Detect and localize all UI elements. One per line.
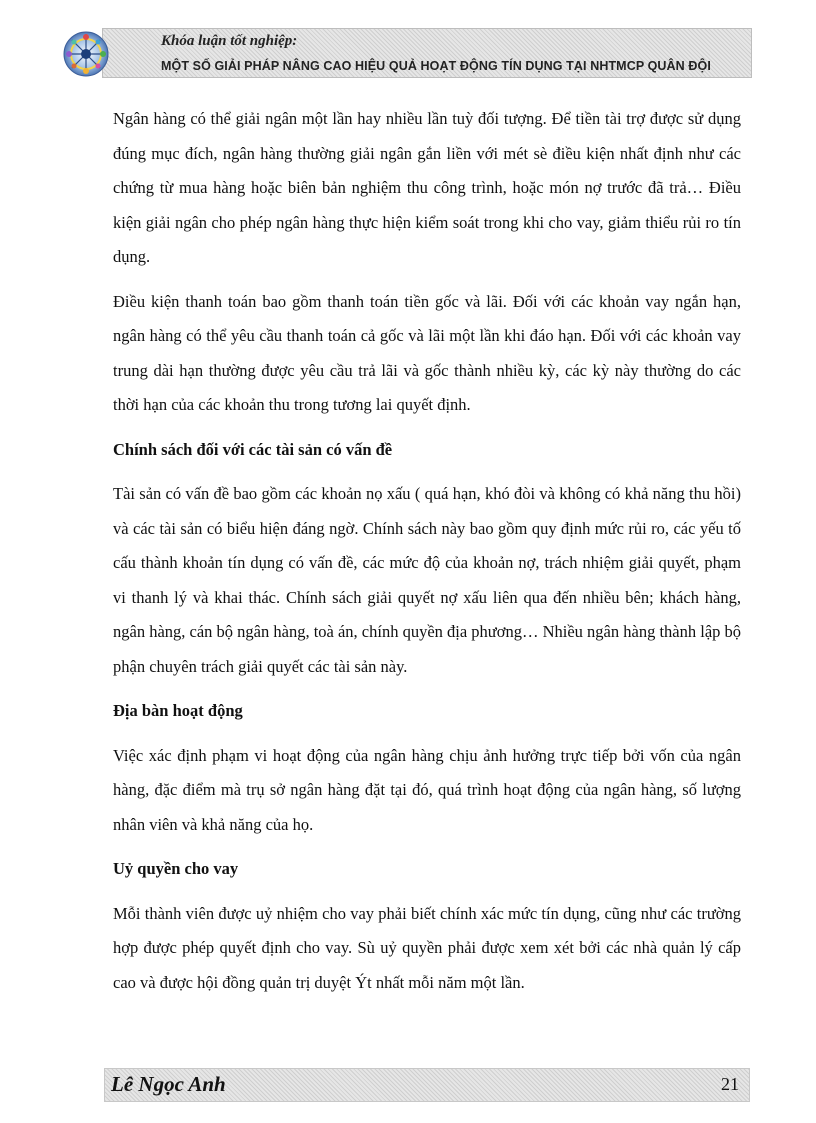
paragraph-lending-authority: Mỗi thành viên được uỷ nhiệm cho vay phải biết chính xác mức tín dụng, cũng như các trường hợp được phép quyết định cho vay. Sù uỷ quyền phải được xem xét bởi các nhà quản lý cấp cao và được hội đồng quản trị duyệt Ýt nhất mỗi năm một lần. — [113, 903, 741, 992]
page-number: 21 — [721, 1074, 739, 1094]
paragraph-disbursement: Ngân hàng có thể giải ngân một lần hay nhiều lần tuỳ đối tượng. Để tiền tài trợ được sử dụng đúng mục đích, ngân hàng thường giải ngân gắn liền với mét sè điều kiện nhất định như các chứng từ mua hàng hoặc biên bản nghiệm thu công trình, hoặc món nợ trước đã trả… Điều kiện giải ngân cho phép ngân hàng thực hiện kiểm soát trong khi cho vay, giảm thiểu rủi ro tín dụng. — [113, 109, 741, 266]
heading-lending-authority: Uỷ quyền cho vay — [113, 859, 239, 878]
footer-author: Lê Ngọc Anh — [111, 1072, 226, 1096]
heading-problem-assets: Chính sách đối với các tài sản có vấn đề — [113, 439, 393, 459]
page-header — [62, 26, 752, 82]
paragraph-problem-assets: Tài sản có vấn đề bao gồm các khoản nọ xấu ( quá hạn, khó đòi và không có khả năng thu hồi) và các tài sản có biểu hiện đáng ngờ. Chính sách này bao gồm quy định mức rủi ro, các yếu tố cấu thành khoản tín dụng có vấn đề, các mức độ của khoản nợ, trách nhiệm giải quyết, phạm vi thanh lý và khai thác. Chính sách giải quyết nợ xấu liên qua đến nhiều bên; khách hàng, ngân hàng, cán bộ ngân hàng, toà án, chính quyền địa phương… Nhiều ngân hàng thành lập bộ phận chuyên trách giải quyết các tài sản này. — [113, 484, 742, 676]
heading-operating-area: Địa bàn hoạt động — [113, 701, 243, 720]
header-subtitle: MỘT SỐ GIẢI PHÁP NÂNG CAO HIỆU QUẢ HOẠT ĐỘNG TÍN DỤNG TẠI NHTMCP QUÂN ĐỘI — [161, 59, 711, 73]
page-footer — [104, 1068, 750, 1102]
header-bar — [102, 28, 752, 78]
paragraph-payment-terms: Điều kiện thanh toán bao gồm thanh toán tiền gốc và lãi. Đối với các khoản vay ngắn hạn, ngân hàng có thể yêu cầu thanh toán cả gốc và lãi một lần khi đáo hạn. Đối với các khoản vay trung dài hạn thường được yêu cầu trả lãi và gốc thành nhiều kỳ, các kỳ này thường do các thời hạn của các khoản thu trong tương lai quyết định. — [113, 291, 741, 414]
wheel-logo-icon — [62, 30, 110, 78]
header-title: Khóa luận tốt nghiệp: — [161, 33, 298, 49]
document-body — [113, 102, 741, 1010]
paragraph-operating-area: Việc xác định phạm vi hoạt động của ngân hàng chịu ảnh hưởng trực tiếp bởi vốn của ngân hàng, đặc điểm mà trụ sở ngân hàng đặt tại đó, quá trình hoạt động của ngân hàng, số lượng nhân viên và khả năng của họ. — [113, 745, 741, 834]
